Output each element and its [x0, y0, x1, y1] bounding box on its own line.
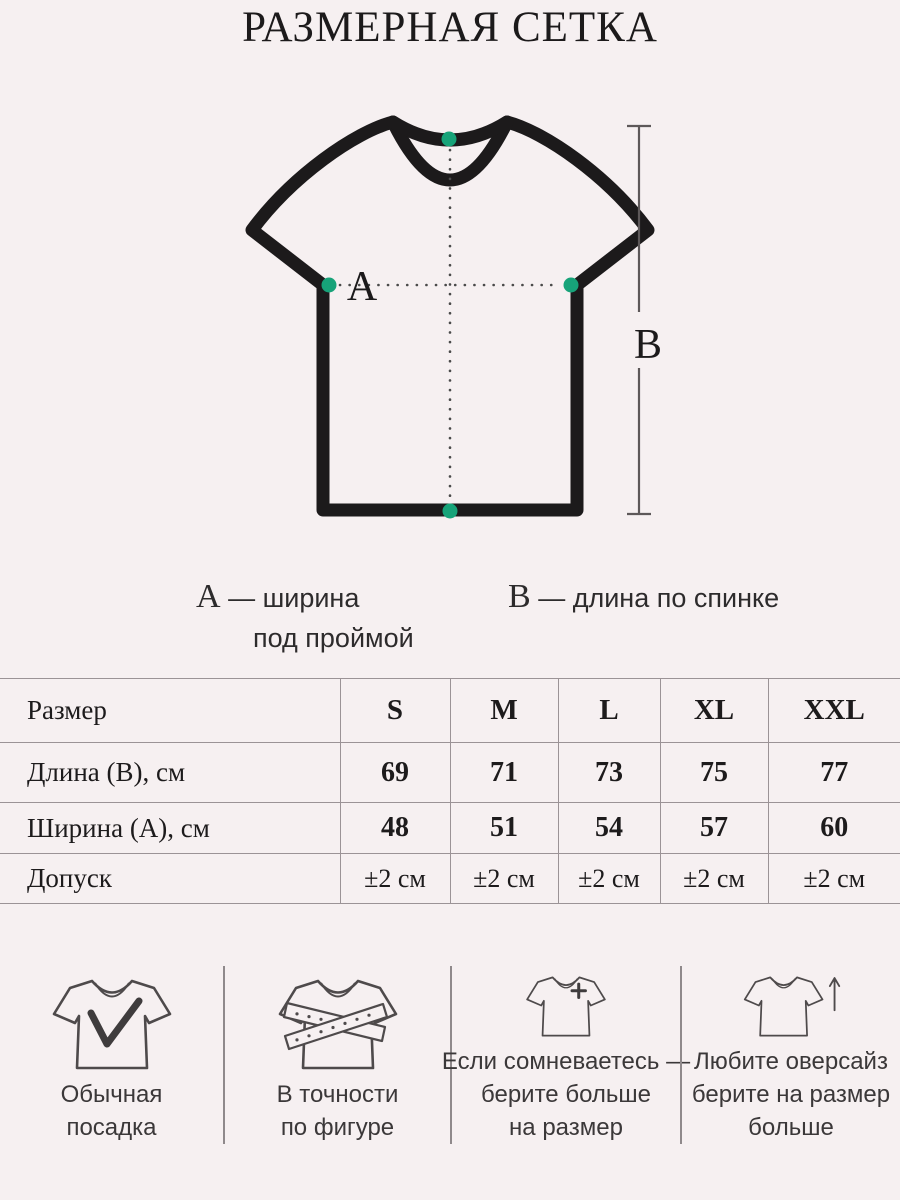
- cell-value: ±2 см: [450, 854, 558, 904]
- row-label: Допуск: [0, 854, 340, 904]
- col-header-xxl: XXL: [768, 679, 900, 743]
- fit-item-size-up: [441, 966, 691, 1144]
- cell-value: 54: [558, 803, 660, 854]
- legend-length: [508, 577, 779, 618]
- cell-value: 71: [450, 743, 558, 803]
- tshirt-tape-icon: [272, 970, 404, 1070]
- measurement-point: [443, 504, 458, 519]
- size-table: [0, 678, 900, 904]
- measurement-point: [564, 278, 579, 293]
- col-header-l: L: [558, 679, 660, 743]
- fit-caption: Если сомневаетесь — берите больше на размер: [441, 1048, 691, 1141]
- cell-value: ±2 см: [340, 854, 450, 904]
- length-ruler: [627, 126, 651, 514]
- col-header-size: Размер: [0, 679, 340, 743]
- cell-value: ±2 см: [660, 854, 768, 904]
- col-header-m: M: [450, 679, 558, 743]
- table-row-width: [0, 803, 900, 854]
- measurement-point: [442, 132, 457, 147]
- fit-caption: Любите оверсайз берите на размер больше: [691, 1048, 891, 1141]
- row-label: Ширина (A), см: [0, 803, 340, 854]
- table-row-tolerance: [0, 854, 900, 904]
- table-row-length: [0, 743, 900, 803]
- cell-value: 48: [340, 803, 450, 854]
- fit-caption: В точности по фигуре: [276, 1081, 399, 1141]
- tshirt-plus-icon: [500, 970, 632, 1037]
- col-header-s: S: [340, 679, 450, 743]
- cell-value: ±2 см: [768, 854, 900, 904]
- fit-item-exact: [223, 966, 450, 1144]
- table-header-row: [0, 679, 900, 743]
- cell-value: 73: [558, 743, 660, 803]
- cell-value: 75: [660, 743, 768, 803]
- cell-value: 51: [450, 803, 558, 854]
- legend-text-b: — длина по спинке: [538, 583, 780, 613]
- measurement-point: [322, 278, 337, 293]
- cell-value: ±2 см: [558, 854, 660, 904]
- fit-item-oversize: [680, 966, 900, 1144]
- fit-caption: Обычная посадка: [60, 1081, 163, 1141]
- cell-value: 77: [768, 743, 900, 803]
- legend-width: [196, 577, 414, 658]
- diagram-label-b: B: [633, 322, 663, 368]
- cell-value: 57: [660, 803, 768, 854]
- legend-text-a2: под проймой: [253, 623, 414, 653]
- fit-item-regular: [0, 966, 223, 1144]
- cell-value: 69: [340, 743, 450, 803]
- row-label: Длина (B), см: [0, 743, 340, 803]
- fit-guide: [0, 966, 900, 1144]
- legend-letter-b: B: [508, 578, 531, 615]
- diagram-label-a: A: [346, 264, 378, 310]
- legend-text-a: — ширина: [228, 583, 360, 613]
- cell-value: 60: [768, 803, 900, 854]
- col-header-xl: XL: [660, 679, 768, 743]
- tshirt-measurement-diagram: [0, 100, 900, 540]
- tshirt-arrow-icon: [714, 970, 868, 1037]
- page-title: РАЗМЕРНАЯ СЕТКА: [242, 4, 658, 51]
- legend-letter-a: A: [196, 578, 221, 615]
- tshirt-check-icon: [46, 970, 178, 1070]
